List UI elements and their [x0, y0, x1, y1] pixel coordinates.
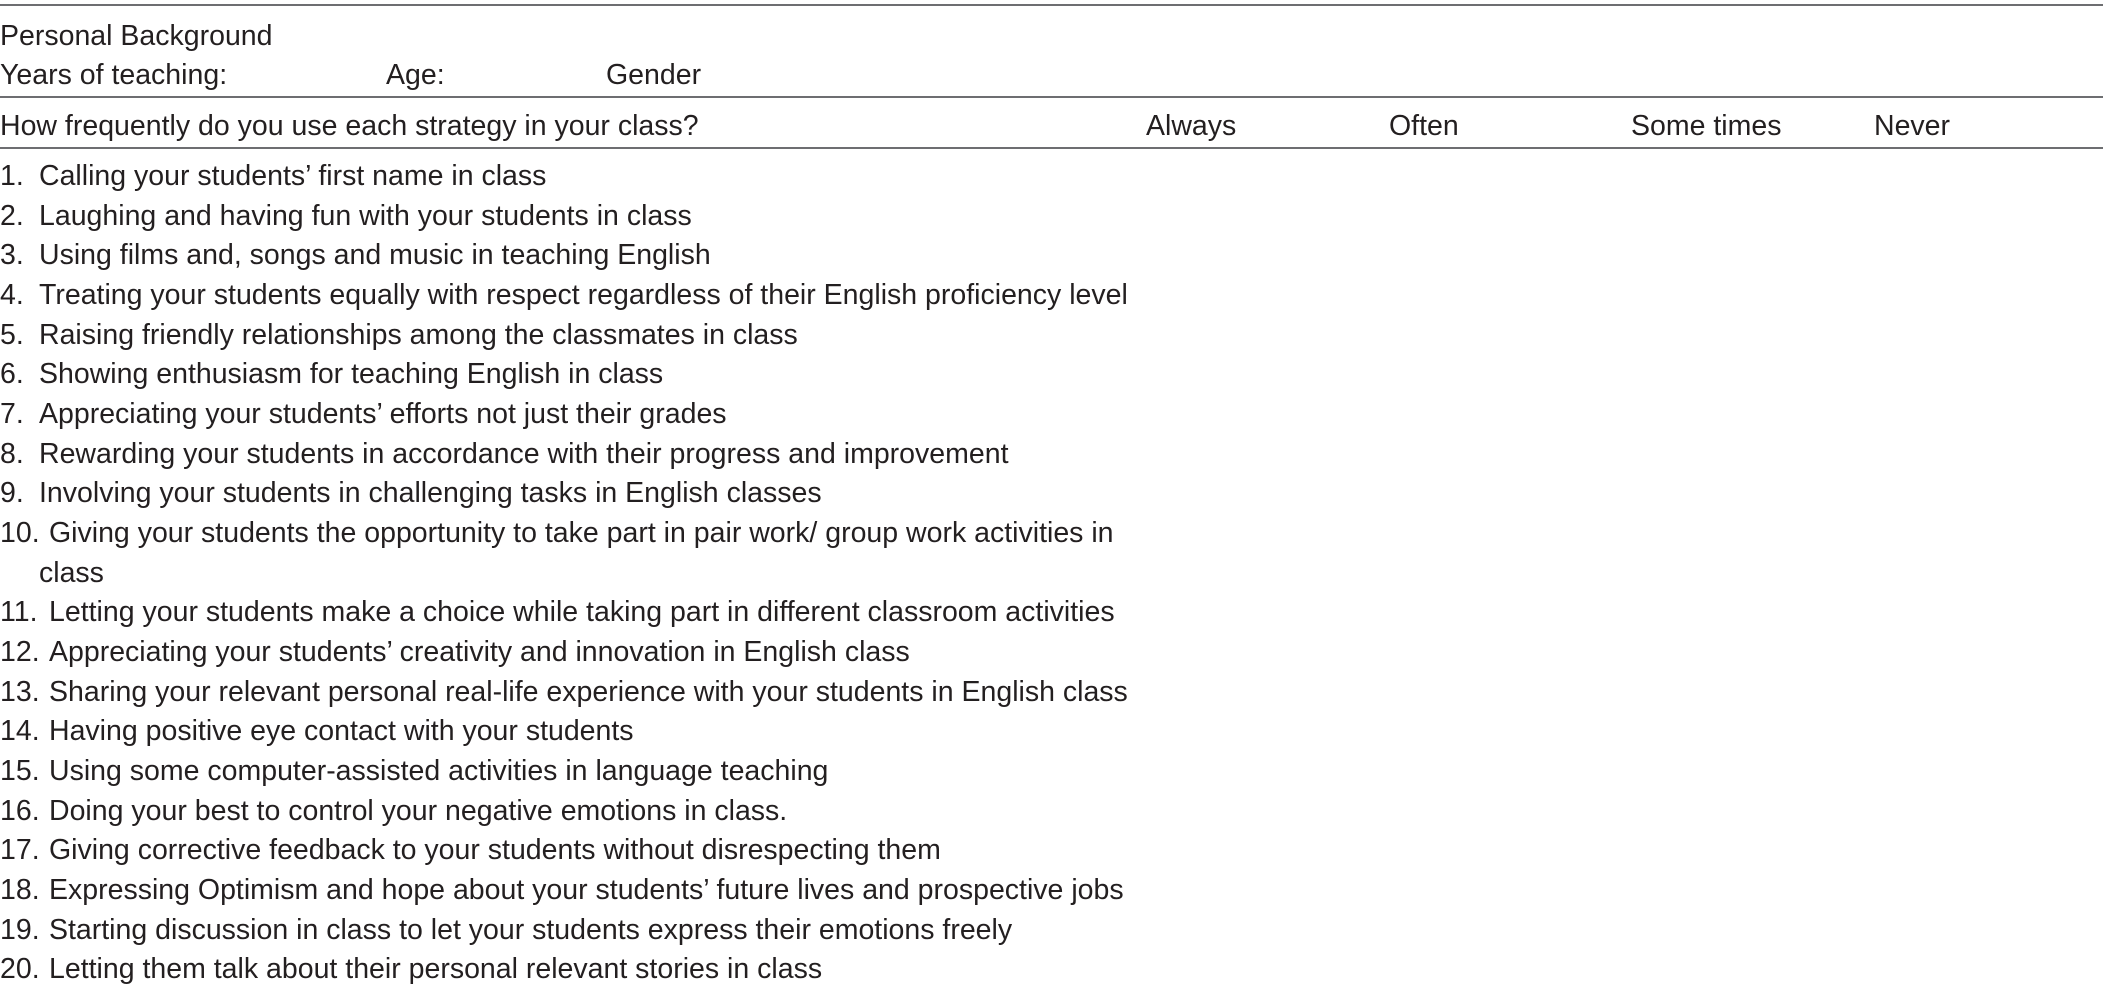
item-text: Doing your best to control your negative emotions in class. — [49, 795, 788, 827]
item-text: Appreciating your students’ creativity and innovation in English class — [49, 636, 910, 668]
item-number: 6. — [0, 358, 24, 390]
background-divider-rule — [0, 96, 2103, 98]
item-number: 20. — [0, 953, 40, 985]
item-text: Expressing Optimism and hope about your students’ future lives and prospective jobs — [49, 874, 1124, 906]
header-bottom-rule — [0, 147, 2103, 149]
years-of-teaching-label: Years of teaching: — [0, 59, 228, 91]
item-text: Having positive eye contact with your students — [49, 715, 634, 747]
section-title: Personal Background — [0, 20, 273, 52]
item-number: 14. — [0, 715, 40, 747]
question-header: How frequently do you use each strategy in your class? — [0, 110, 699, 142]
item-text: Sharing your relevant personal real-life experience with your students in English class — [49, 676, 1128, 708]
item-text: Treating your students equally with respect regardless of their English proficiency level — [39, 279, 1128, 311]
item-number: 17. — [0, 834, 40, 866]
item-text: Using some computer-assisted activities in language teaching — [49, 755, 829, 787]
item-text: Calling your students’ first name in class — [39, 160, 547, 192]
column-always: Always — [1146, 110, 1237, 142]
column-never: Never — [1874, 110, 1951, 142]
item-text: Showing enthusiasm for teaching English in class — [39, 358, 664, 390]
item-text: Giving your students the opportunity to take part in pair work/ group work activities in — [49, 517, 1114, 549]
item-number: 18. — [0, 874, 40, 906]
item-number: 8. — [0, 438, 24, 470]
item-number: 5. — [0, 319, 24, 351]
item-number: 9. — [0, 477, 24, 509]
item-text: Starting discussion in class to let your students express their emotions freely — [49, 914, 1013, 946]
column-often: Often — [1389, 110, 1459, 142]
item-text: Laughing and having fun with your students in class — [39, 200, 692, 232]
item-text: Involving your students in challenging tasks in English classes — [39, 477, 822, 509]
item-number: 7. — [0, 398, 24, 430]
item-text: Rewarding your students in accordance with their progress and improvement — [39, 438, 1009, 470]
item-number: 2. — [0, 200, 24, 232]
top-rule — [0, 4, 2103, 6]
column-some-times: Some times — [1631, 110, 1782, 142]
item-number: 15. — [0, 755, 40, 787]
item-number: 4. — [0, 279, 24, 311]
item-text: Using films and, songs and music in teaching English — [39, 239, 711, 271]
item-number: 10. — [0, 517, 40, 549]
age-label: Age: — [386, 59, 445, 91]
item-text: Letting them talk about their personal relevant stories in class — [49, 953, 823, 985]
item-text: Letting your students make a choice while taking part in different classroom activities — [49, 596, 1115, 628]
item-text: Raising friendly relationships among the classmates in class — [39, 319, 798, 351]
item-number: 13. — [0, 676, 40, 708]
item-text: Appreciating your students’ efforts not just their grades — [39, 398, 727, 430]
item-number: 1. — [0, 160, 24, 192]
item-number: 19. — [0, 914, 40, 946]
item-text-continuation: class — [39, 557, 104, 589]
gender-label: Gender — [606, 59, 702, 91]
item-number: 11. — [0, 596, 38, 628]
item-number: 12. — [0, 636, 40, 668]
item-number: 3. — [0, 239, 24, 271]
item-number: 16. — [0, 795, 40, 827]
item-text: Giving corrective feedback to your students without disrespecting them — [49, 834, 941, 866]
